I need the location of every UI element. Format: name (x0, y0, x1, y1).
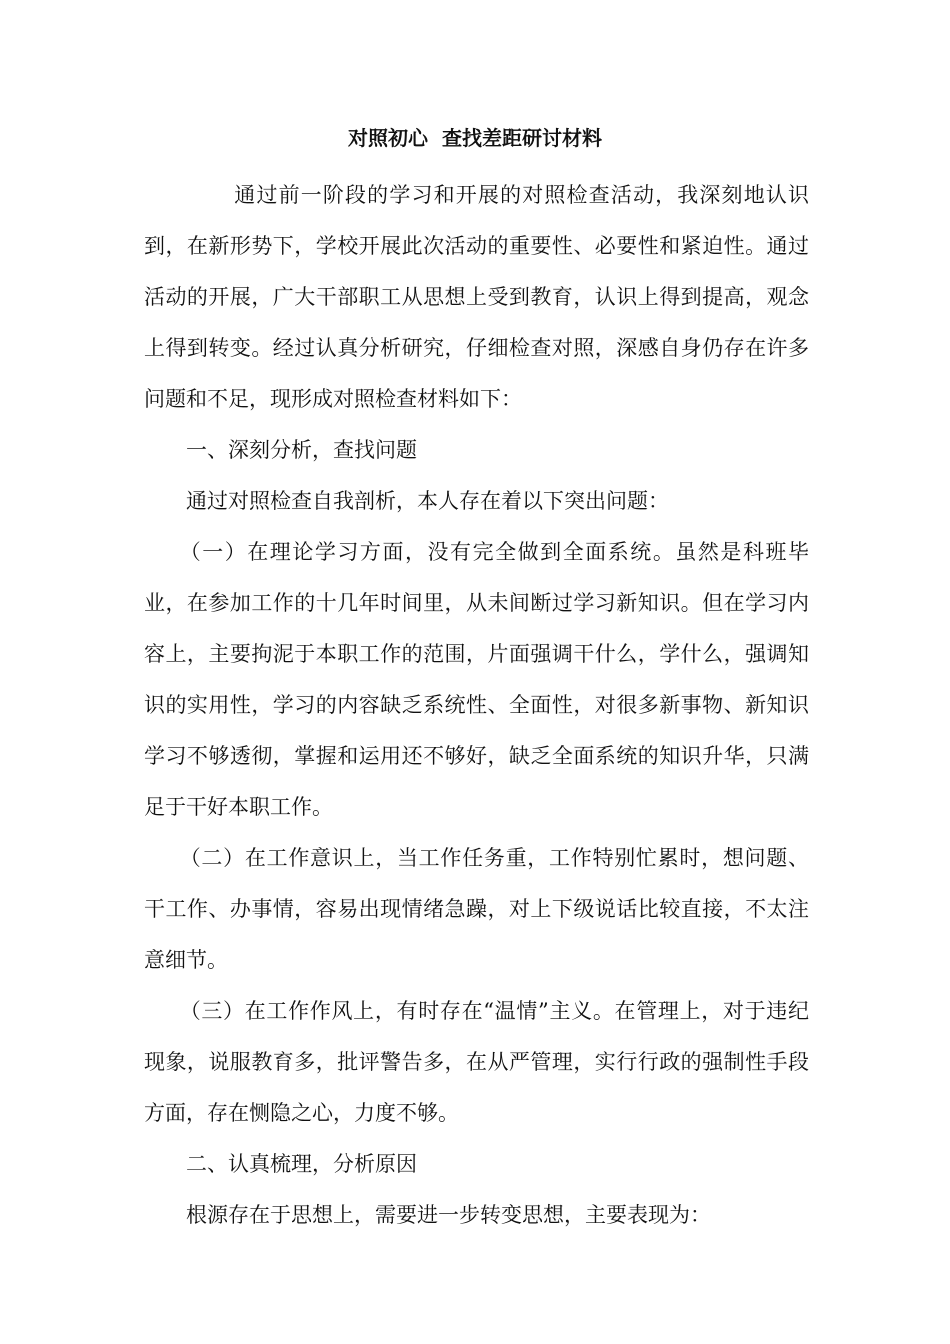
paragraph-problem-3: （三）在工作作风上，有时存在“温情”主义。在管理上，对于违纪现象，说服教育多，批评警告多，在从严管理，实行行政的强制性手段方面，存在恻隐之心，力度不够。 (144, 999, 809, 1125)
section-heading-2: 二、认真梳理，分析原因 (186, 1152, 417, 1176)
paragraph-causes-lead: 根源存在于思想上，需要进一步转变思想，主要表现为： (186, 1203, 711, 1227)
paragraph-intro: 通过前一阶段的学习和开展的对照检查活动，我深刻地认识到，在新形势下，学校开展此次活动的重要性、必要性和紧迫性。通过活动的开展，广大干部职工从思想上受到教育，认识上得到提高，观念上得到转变。经过认真分析研究，仔细检查对照，深感自身仍存在许多问题和不足，现形成对照检查材料如下： (144, 183, 809, 411)
section-heading-1: 一、深刻分析，查找问题 (186, 438, 417, 462)
document-title: 对照初心 查找差距研讨材料 (348, 126, 602, 150)
paragraph-problem-2: （二）在工作意识上，当工作任务重，工作特别忙累时，想问题、干工作、办事情，容易出现情绪急躁，对上下级说话比较直接，不太注意细节。 (144, 846, 809, 972)
paragraph-problems-lead: 通过对照检查自我剖析，本人存在着以下突出问题： (186, 489, 669, 513)
paragraph-problem-1: （一）在理论学习方面，没有完全做到全面系统。虽然是科班毕业，在参加工作的十几年时间里，从未间断过学习新知识。但在学习内容上，主要拘泥于本职工作的范围，片面强调干什么，学什么，强调知识的实用性，学习的内容缺乏系统性、全面性，对很多新事物、新知识学习不够透彻，掌握和运用还不够好，缺乏全面系统的知识升华，只满足于干好本职工作。 (144, 540, 809, 819)
document-body (144, 170, 809, 1241)
